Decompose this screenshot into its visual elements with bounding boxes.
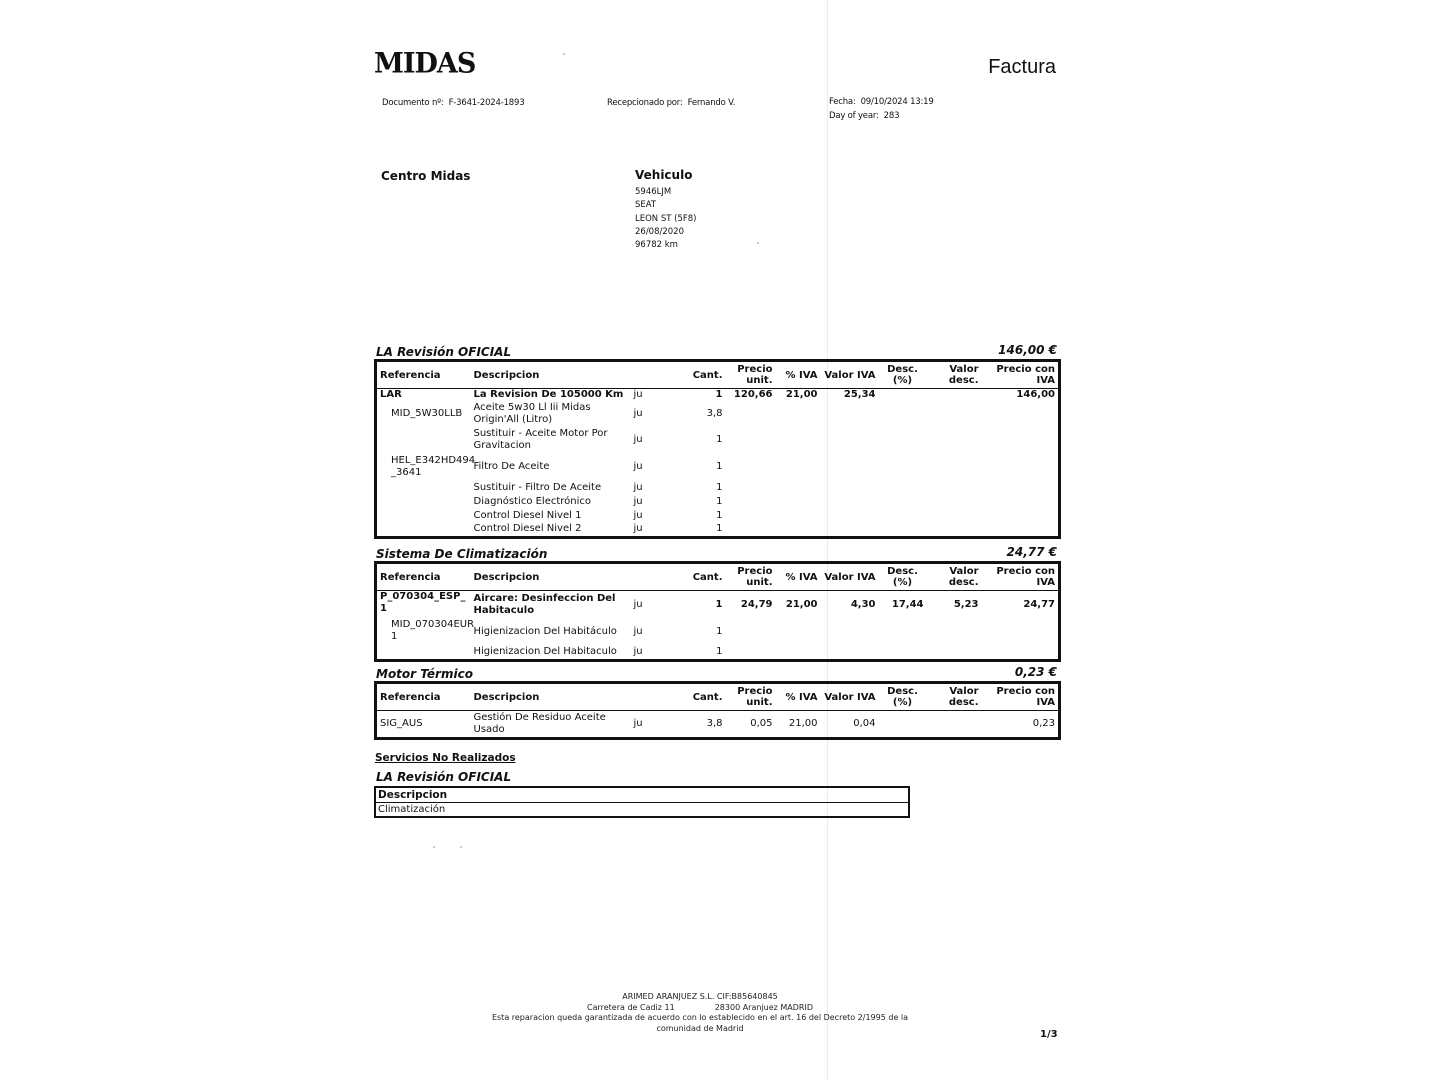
cell-ref: MID_5W30LLB [391,408,463,419]
not-done-row [375,803,909,818]
cell-precio [726,523,776,537]
col-desc-header-line: Descripcion [473,691,540,703]
col-precio-con-header-line: Precio con [996,686,1055,697]
col-unit-header [631,563,681,591]
cell-desc: Aceite 5w30 Ll Iii Midas Origin'All (Litro) [473,402,591,425]
table-header-row [376,563,1060,591]
section [374,345,1058,539]
table-row [376,619,1060,645]
col-valor-desc-header-line: Valor [949,566,979,577]
col-precio-con-header [982,683,1060,711]
cell-valor-desc [927,481,982,495]
cell-valor-iva [821,509,879,523]
cell-valor-iva [821,645,879,661]
document-number-value: F-3641-2024-1893 [448,98,525,108]
col-iva-header [776,683,821,711]
col-precio-con-header-line: IVA [1036,697,1055,708]
not-done-header: Descripcion [375,787,909,803]
col-precio-header [726,563,776,591]
section-total: 146,00 € [998,343,1057,357]
cell-precio-con [982,523,1060,537]
cell-desc: Higienizacion Del Habitáculo [473,625,617,637]
section-total: 24,77 € [1006,545,1057,559]
col-ref-header [376,683,471,711]
col-iva-header-line: % IVA [785,571,818,583]
cell-valor-iva [821,401,879,427]
cell-precio-con [982,619,1060,645]
cell-valor-desc [927,401,982,427]
day-of-year-label: Day of year: [829,111,879,121]
col-desc-pct-header-line: Desc. [887,686,918,697]
cell-valor-desc [927,453,982,481]
col-precio-header-line: unit. [746,697,773,708]
cell-desc: Filtro De Aceite [473,461,550,472]
cell-ref: P_070304_ESP_ 1 [380,591,466,614]
cell-desc-pct [879,453,927,481]
cell-desc-pct [879,401,927,427]
table-row [376,401,1060,427]
col-desc-header [471,683,631,711]
cell-desc-pct [879,509,927,523]
cell-valor-iva: 0,04 [853,718,876,729]
cell-valor-desc [927,427,982,453]
col-iva-header-line: % IVA [785,691,818,703]
cell-unit: ju [633,496,643,507]
cell-cant: 1 [716,523,723,535]
cell-desc-pct [879,495,927,509]
col-desc-header [471,563,631,591]
cell-cant: 1 [716,625,723,637]
cell-unit: ju [633,598,643,610]
cell-iva [776,645,821,661]
cell-unit: ju [633,510,643,521]
cell-precio [726,427,776,453]
cell-iva [776,523,821,537]
table-row [376,495,1060,509]
cell-cant: 1 [716,461,723,472]
col-precio-con-header-line: IVA [1036,577,1055,588]
cell-precio-con [982,481,1060,495]
cell-valor-desc [927,389,982,402]
col-valor-desc-header [927,361,982,389]
cell-ref [376,645,471,661]
col-desc-pct-header [879,361,927,389]
cell-unit: ju [633,718,643,729]
cell-valor-iva [821,619,879,645]
col-precio-header [726,361,776,389]
cell-valor-desc [927,523,982,537]
vehicle-title: Vehiculo [635,168,693,182]
table-row [376,523,1060,537]
cell-iva [776,509,821,523]
cell-ref: HEL_E342HD494 _3641 [391,455,476,478]
table-row [376,427,1060,453]
table-row [376,509,1060,523]
cell-cant: 3,8 [706,408,723,419]
col-precio-header [726,683,776,711]
col-valor-desc-header-line: desc. [948,697,979,708]
cell-ref: MID_070304EUR 1 [391,618,475,642]
cell-iva [776,495,821,509]
cell-iva: 21,00 [785,598,818,610]
cell-precio-con [982,401,1060,427]
items-table [374,681,1061,740]
table-row [376,711,1060,739]
footer-address-street: Carretera de Cadiz 11 [586,1002,675,1012]
cell-desc: Sustituir - Aceite Motor Por Gravitacion [473,428,608,451]
cell-unit: ju [633,434,643,445]
cell-unit: ju [633,482,643,493]
col-valor-desc-header [927,563,982,591]
cell-precio [726,401,776,427]
cell-ref [376,495,471,509]
cell-unit: ju [633,523,643,535]
cell-valor-iva [821,495,879,509]
section [374,547,1058,662]
vehicle-model: LEON ST (5F8) [635,213,697,224]
cell-precio [726,645,776,661]
cell-precio-con: 24,77 [1023,598,1055,610]
table-row [376,645,1060,661]
not-done-description: Climatización [378,804,446,815]
cell-ref: SIG_AUS [380,718,423,729]
cell-cant: 1 [716,482,723,493]
cell-cant: 1 [715,389,723,400]
footer-company: ARIMED ARANJUEZ S.L. CIF:B85640845 [622,992,778,1001]
col-cant-header [681,563,726,591]
cell-desc: Control Diesel Nivel 2 [473,523,582,535]
cell-cant: 1 [716,645,723,657]
col-precio-con-header-line: IVA [1036,375,1055,386]
cell-desc: Sustituir - Filtro De Aceite [473,482,602,493]
cell-precio: 0,05 [750,718,773,729]
table-header-row [376,683,1060,711]
scan-speck [433,846,435,848]
vehicle-brand: SEAT [635,200,657,211]
vehicle-km: 96782 km [635,240,678,251]
col-precio-con-header [982,361,1060,389]
cell-iva [776,427,821,453]
cell-iva: 21,00 [788,718,818,729]
section-header [374,667,1058,681]
col-desc-pct-header-line: (%) [892,697,913,708]
cell-iva [776,453,821,481]
cell-ref [376,523,471,537]
col-desc-pct-header-line: Desc. [887,566,918,577]
col-precio-con-header [982,563,1060,591]
col-unit-header [631,361,681,389]
cell-precio [726,509,776,523]
cell-desc: Aircare: Desinfeccion Del Habitaculo [473,592,616,616]
received-by [607,98,735,108]
cell-precio [726,481,776,495]
footer-guarantee: Esta reparacion queda garantizada de acuerdo con lo establecido en el art. 16 del Decreto 2/1995 de la comunidad de Madrid [491,1013,909,1033]
items-table [374,359,1061,539]
cell-desc: Control Diesel Nivel 1 [473,510,582,521]
section-title: Motor Térmico [376,667,473,681]
scan-speck [460,846,462,848]
day-of-year-value: 283 [883,111,900,121]
cell-desc: Diagnóstico Electrónico [473,496,592,507]
center-name: Centro Midas [381,169,471,183]
invoice-date [829,97,934,107]
cell-cant: 1 [716,496,723,507]
col-valor-iva-header [821,361,879,389]
cell-iva [776,401,821,427]
items-table [374,561,1061,662]
col-desc-pct-header [879,683,927,711]
col-precio-header-line: unit. [746,375,773,386]
section [374,667,1058,740]
cell-unit: ju [633,645,643,657]
cell-valor-iva: 4,30 [850,598,876,610]
cell-cant: 1 [716,434,723,445]
col-desc-pct-header [879,563,927,591]
document-title: Factura [988,56,1056,78]
col-valor-iva-header [821,683,879,711]
footer [480,992,920,1034]
col-valor-iva-header [821,563,879,591]
midas-logo: MIDAS [374,47,476,80]
cell-iva [776,481,821,495]
cell-unit: ju [633,625,643,637]
col-iva-header [776,361,821,389]
col-precio-con-header-line: Precio con [996,566,1055,577]
col-ref-header-line: Referencia [380,691,441,703]
cell-desc-pct: 17,44 [891,598,924,610]
cell-precio-con [982,495,1060,509]
vehicle-date: 26/08/2020 [635,226,684,237]
page-number: 1/3 [1040,1029,1058,1040]
cell-desc-pct [879,645,927,661]
table-row [376,389,1060,402]
cell-unit: ju [633,408,643,419]
col-iva-header [776,563,821,591]
document-number [382,98,524,108]
col-valor-desc-header-line: Valor [949,686,979,697]
section-title: LA Revisión OFICIAL [376,345,512,359]
col-precio-header-line: Precio [737,566,773,577]
cell-iva: 21,00 [785,389,818,400]
cell-valor-desc [927,645,982,661]
col-precio-header-line: Precio [737,686,773,697]
col-desc-pct-header-line: (%) [892,577,913,588]
cell-valor-iva: 25,34 [843,389,876,400]
cell-valor-desc: 5,23 [953,598,979,610]
col-valor-desc-header [927,683,982,711]
document-number-label: Documento nº: [382,98,444,108]
cell-desc-pct [879,481,927,495]
col-desc-header [471,361,631,389]
cell-unit: ju [633,461,643,472]
cell-precio-con: 146,00 [1016,389,1055,400]
cell-desc-pct [879,711,927,739]
col-desc-pct-header-line: Desc. [887,364,918,375]
not-done-table [374,786,910,818]
page-fold-line [827,0,828,1080]
col-iva-header-line: % IVA [785,369,818,381]
vehicle-block [635,168,696,252]
cell-cant: 1 [715,598,723,610]
section-total: 0,23 € [1014,665,1057,679]
cell-desc: La Revision De 105000 Km [473,389,624,400]
cell-desc-pct [879,619,927,645]
cell-valor-desc [927,711,982,739]
cell-precio: 120,66 [733,389,773,400]
vehicle-plate: 5946LJM [635,187,672,197]
section-title: Sistema De Climatización [376,547,548,561]
section-header [374,345,1058,359]
cell-desc: Gestión De Residuo Aceite Usado [473,712,606,735]
col-precio-con-header-line: Precio con [996,364,1055,375]
footer-address-city: 28300 Aranjuez MADRID [714,1002,813,1012]
cell-precio-con [982,453,1060,481]
day-of-year [829,111,899,121]
cell-ref [376,509,471,523]
col-precio-header-line: unit. [746,577,773,588]
cell-precio-con [982,509,1060,523]
cell-precio-con [982,427,1060,453]
cell-valor-iva [821,481,879,495]
col-cant-header-line: Cant. [692,691,723,703]
col-cant-header [681,361,726,389]
cell-valor-iva [821,523,879,537]
col-ref-header [376,361,471,389]
invoice-date-value: 09/10/2024 13:19 [860,97,934,107]
col-desc-header-line: Descripcion [473,571,540,583]
col-precio-header-line: Precio [737,364,773,375]
cell-valor-iva [821,453,879,481]
cell-desc-pct [879,427,927,453]
cell-unit: ju [633,389,643,400]
cell-precio [726,619,776,645]
table-row [376,591,1060,619]
cell-precio [726,453,776,481]
col-valor-desc-header-line: Valor [949,364,979,375]
col-valor-iva-header-line: Valor IVA [824,691,876,703]
cell-precio-con [982,645,1060,661]
cell-valor-desc [927,619,982,645]
cell-cant: 3,8 [706,718,723,729]
table-row [376,453,1060,481]
cell-valor-desc [927,495,982,509]
col-valor-desc-header-line: desc. [948,375,979,386]
col-cant-header-line: Cant. [692,571,723,583]
col-cant-header-line: Cant. [692,369,723,381]
cell-iva [776,619,821,645]
table-header-row [376,361,1060,389]
cell-ref: LAR [380,389,402,400]
cell-ref [376,481,471,495]
table-row [376,481,1060,495]
cell-precio [726,495,776,509]
cell-valor-iva [821,427,879,453]
scan-speck [757,242,759,244]
scan-speck [563,53,565,55]
invoice-date-label: Fecha: [829,97,856,107]
col-desc-header-line: Descripcion [473,369,540,381]
cell-precio-con: 0,23 [1032,718,1055,729]
col-ref-header-line: Referencia [380,571,441,583]
col-valor-iva-header-line: Valor IVA [824,571,876,583]
col-ref-header-line: Referencia [380,369,441,381]
received-by-label: Recepcionado por: [607,98,683,108]
cell-desc-pct [879,523,927,537]
col-ref-header [376,563,471,591]
col-cant-header [681,683,726,711]
not-done-title: Servicios No Realizados [375,752,516,764]
cell-precio: 24,79 [740,598,773,610]
cell-desc: Higienizacion Del Habitaculo [473,645,617,657]
cell-desc-pct [879,389,927,402]
cell-valor-desc [927,509,982,523]
col-unit-header [631,683,681,711]
received-by-value: Fernando V. [687,98,736,108]
not-done-subtitle: LA Revisión OFICIAL [376,770,512,784]
col-valor-desc-header-line: desc. [948,577,979,588]
col-valor-iva-header-line: Valor IVA [824,369,876,381]
section-header [374,547,1058,561]
col-desc-pct-header-line: (%) [892,375,913,386]
footer-address [480,1003,920,1014]
cell-ref [376,427,471,453]
cell-cant: 1 [716,510,723,521]
